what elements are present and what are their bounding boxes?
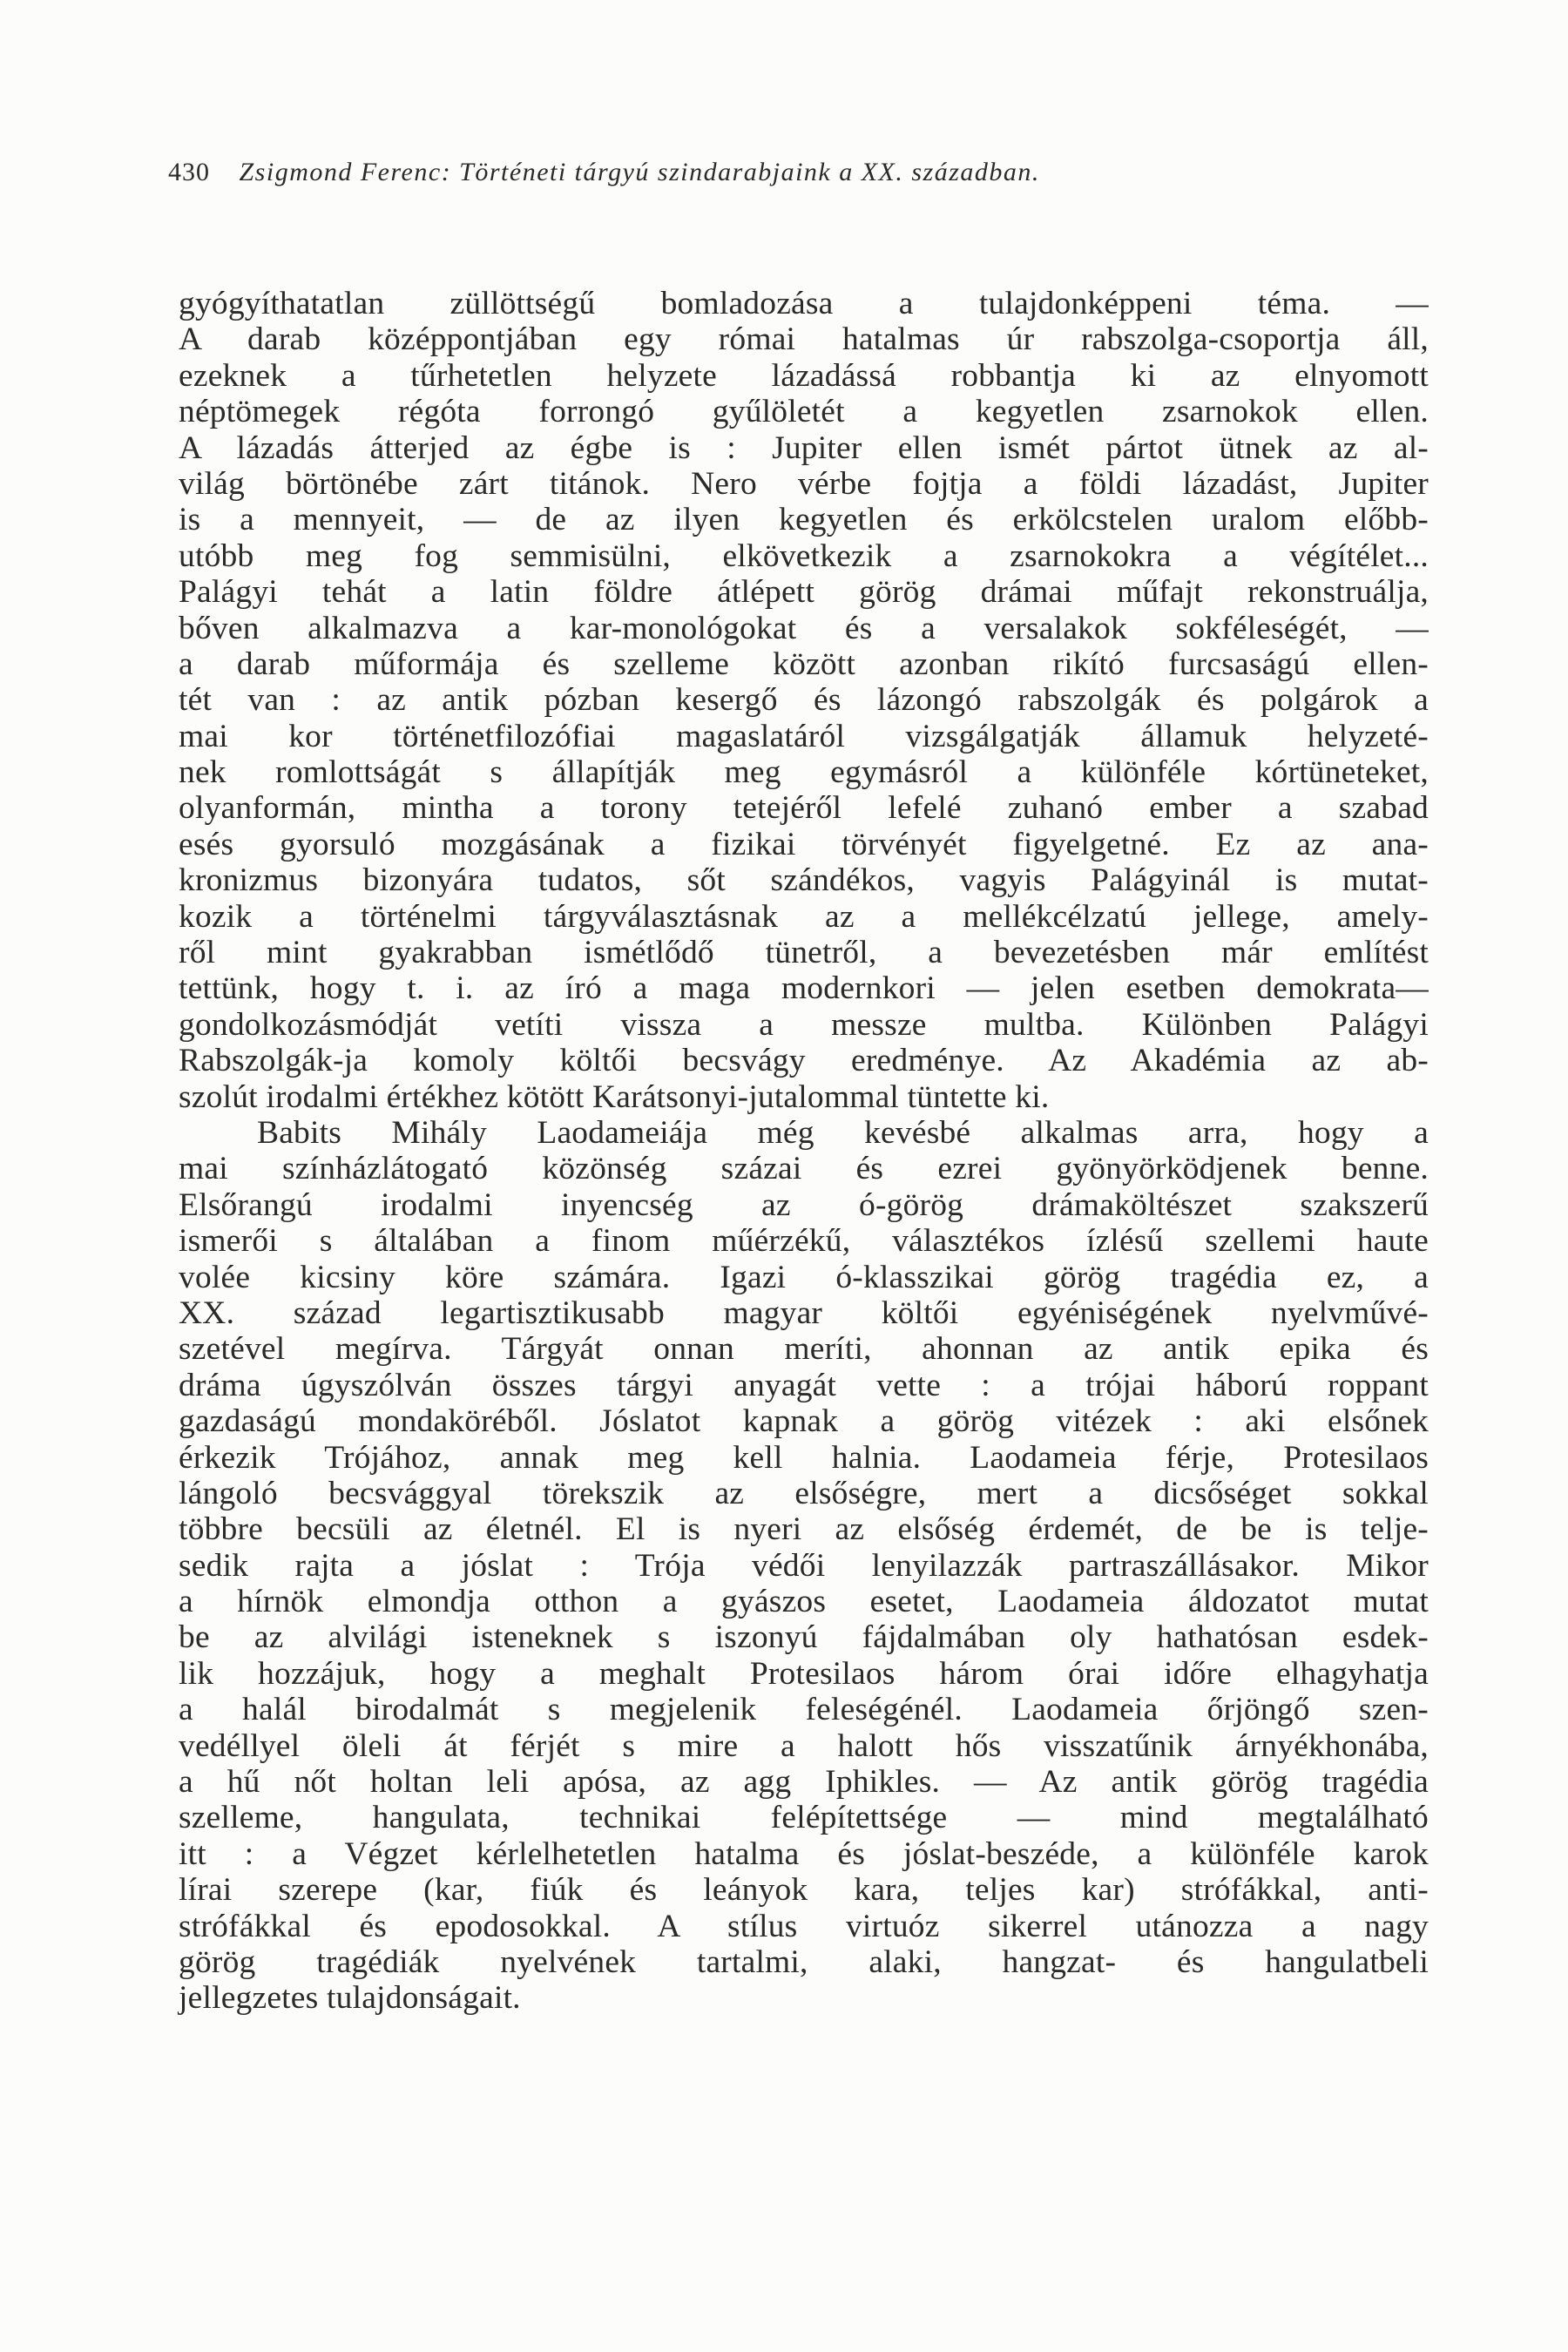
text-line: volée kicsiny köre számára. Igazi ó-klasszikai görög tragédia ez, a xyxy=(179,1259,1429,1295)
running-head xyxy=(168,155,1431,190)
text-line: vedéllyel öleli át férjét s mire a halott hős visszatűnik árnyékhonába, xyxy=(179,1727,1429,1764)
text-line: szetével megírva. Tárgyát onnan meríti, ahonnan az antik epika és xyxy=(179,1331,1429,1368)
text-line: lik hozzájuk, hogy a meghalt Protesilaos három órai időre elhagyhatja xyxy=(179,1655,1429,1692)
text-line: be az alvilági isteneknek s iszonyú fájdalmában oly hathatósan esdek- xyxy=(179,1619,1429,1656)
body-text xyxy=(179,286,1429,2017)
text-line: a halál birodalmát s megjelenik feleségénél. Laodameia őrjöngő szen- xyxy=(179,1692,1429,1728)
text-line: A lázadás átterjed az égbe is : Jupiter ellen ismét pártot ütnek az al- xyxy=(179,429,1429,466)
paragraph-palagyi xyxy=(179,286,1429,1115)
text-line: A darab középpontjában egy római hatalmas úr rabszolga-csoportja áll, xyxy=(179,321,1429,358)
paragraph-babits xyxy=(179,1115,1429,2017)
text-line: szelleme, hangulata, technikai felépítettsége — mind megtalálható xyxy=(179,1800,1429,1836)
text-line: gondolkozásmódját vetíti vissza a messze multba. Különben Palágyi xyxy=(179,1006,1429,1043)
text-line: utóbb meg fog semmisülni, elkövetkezik a zsarnokokra a végítélet... xyxy=(179,537,1429,574)
text-line: dráma úgyszólván összes tárgyi anyagát vette : a trójai háború roppant xyxy=(179,1367,1429,1403)
text-line: tettünk, hogy t. i. az író a maga modernkori — jelen esetben demokrata— xyxy=(179,970,1429,1007)
text-line: esés gyorsuló mozgásának a fizikai törvényét figyelgetné. Ez az ana- xyxy=(179,826,1429,862)
text-line: tét van : az antik pózban kesergő és lázongó rabszolgák és polgárok a xyxy=(179,682,1429,719)
header-title: Zsigmond Ferenc: Történeti tárgyú szindarabjaink a XX. században. xyxy=(239,158,1040,186)
text-line: Palágyi tehát a latin földre átlépett görög drámai műfajt rekonstruálja, xyxy=(179,574,1429,611)
text-line: gazdaságú mondaköréből. Jóslatot kapnak a görög vitézek : aki elsőnek xyxy=(179,1403,1429,1440)
text-line: nek romlottságát s állapítják meg egymásról a különféle kórtüneteket, xyxy=(179,754,1429,791)
text-line: többre becsüli az életnél. El is nyeri az elsőség érdemét, de be is telje- xyxy=(179,1511,1429,1548)
text-line: itt : a Végzet kérlelhetetlen hatalma és jóslat-beszéde, a különféle karok xyxy=(179,1835,1429,1872)
text-line: a hű nőt holtan leli apósa, az agg Iphikles. — Az antik görög tragédia xyxy=(179,1764,1429,1801)
text-line: ezeknek a tűrhetetlen helyzete lázadássá robbantja ki az elnyomott xyxy=(179,357,1429,394)
text-line: kronizmus bizonyára tudatos, sőt szándékos, vagyis Palágyinál is mutat- xyxy=(179,862,1429,899)
text-line: gyógyíthatatlan züllöttségű bomladozása a tulajdonképpeni téma. — xyxy=(179,286,1429,321)
text-line: strófákkal és epodosokkal. A stílus virtuóz sikerrel utánozza a nagy xyxy=(179,1908,1429,1944)
text-line: Babits Mihály Laodameiája még kevésbé alkalmas arra, hogy a xyxy=(257,1114,1429,1151)
text-line: is a mennyeit, — de az ilyen kegyetlen és erkölcstelen uralom előbb- xyxy=(179,502,1429,538)
text-line: mai kor történetfilozófiai magaslatáról vizsgálgatják államuk helyzeté- xyxy=(179,718,1429,754)
text-line: XX. század legartisztikusabb magyar költői egyéniségének nyelvművé- xyxy=(179,1294,1429,1331)
page-number: 430 xyxy=(168,158,210,186)
text-line: jellegzetes tulajdonságait. xyxy=(179,1980,521,2017)
text-line: mai színházlátogató közönség százai és ezrei gyönyörködjenek benne. xyxy=(179,1151,1429,1187)
text-line: Rabszolgák-ja komoly költői becsvágy eredménye. Az Akadémia az ab- xyxy=(179,1043,1429,1079)
text-line: érkezik Trójához, annak meg kell halnia. Laodameia férje, Protesilaos xyxy=(179,1439,1429,1476)
text-line: lángoló becsvággyal törekszik az elsőségre, mert a dicsőséget sokkal xyxy=(179,1475,1429,1511)
text-line: világ börtönébe zárt titánok. Nero vérbe fojtja a földi lázadást, Jupiter xyxy=(179,465,1429,502)
text-line: olyanformán, mintha a torony tetejéről lefelé zuhanó ember a szabad xyxy=(179,790,1429,827)
text-line: a hírnök elmondja otthon a gyászos esetet, Laodameia áldozatot mutat xyxy=(179,1584,1429,1620)
text-line: sedik rajta a jóslat : Trója védői lenyilazzák partraszállásakor. Mikor xyxy=(179,1547,1429,1584)
text-line: néptömegek régóta forrongó gyűlöletét a kegyetlen zsarnokok ellen. xyxy=(179,394,1429,430)
text-line: szolút irodalmi értékhez kötött Karátsonyi-jutalommal tüntette ki. xyxy=(179,1078,1050,1115)
text-line: ről mint gyakrabban ismétlődő tünetről, a bevezetésben már említést xyxy=(179,935,1429,971)
text-line: lírai szerepe (kar, fiúk és leányok kara, teljes kar) strófákkal, anti- xyxy=(179,1872,1429,1909)
text-line: ismerői s általában a finom műérzékű, választékos ízlésű szellemi haute xyxy=(179,1223,1429,1260)
text-line: bőven alkalmazva a kar-monológokat és a versalakok sokféleségét, — xyxy=(179,610,1429,646)
text-line: kozik a történelmi tárgyválasztásnak az a mellékcélzatú jellege, amely- xyxy=(179,898,1429,935)
text-line: a darab műformája és szelleme között azonban rikító furcsaságú ellen- xyxy=(179,645,1429,682)
text-line: Elsőrangú irodalmi inyencség az ó-görög drámaköltészet szakszerű xyxy=(179,1186,1429,1223)
text-line: görög tragédiák nyelvének tartalmi, alaki, hangzat- és hangulatbeli xyxy=(179,1943,1429,1980)
